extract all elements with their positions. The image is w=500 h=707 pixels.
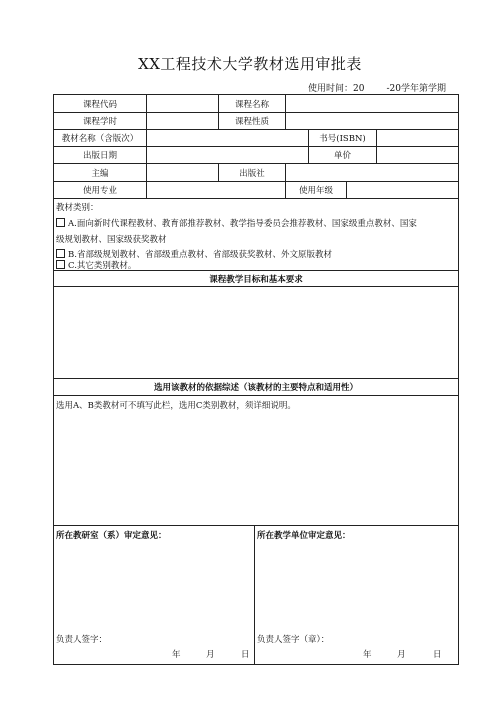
- price-field[interactable]: [377, 147, 458, 163]
- basis-field[interactable]: [54, 412, 458, 525]
- usage-time-suffix: -20: [386, 84, 401, 94]
- form-title: XX工程技术大学教材选用审批表: [138, 55, 362, 73]
- pub-date-field[interactable]: [147, 147, 308, 163]
- isbn-label: 书号(ISBN): [319, 134, 366, 144]
- category-option-c[interactable]: [56, 259, 136, 271]
- unit-opinion-label: 所在教学单位审定意见：: [257, 531, 351, 541]
- course-nature-field[interactable]: [286, 113, 458, 129]
- course-code-field[interactable]: [147, 95, 218, 112]
- grade-label: 使用年级: [298, 186, 333, 196]
- unit-date-month: 月: [397, 650, 406, 660]
- usage-time: [308, 81, 446, 94]
- dept-date-year: 年: [172, 650, 181, 660]
- editor-field[interactable]: [147, 164, 218, 181]
- major-field[interactable]: [147, 182, 285, 198]
- goals-header: 课程教学目标和基本要求: [209, 274, 303, 285]
- course-name-field[interactable]: [286, 95, 458, 112]
- course-name-label: 课程名称: [234, 99, 269, 110]
- goals-field[interactable]: [54, 287, 458, 378]
- textbook-name-label: 教材名称（含版次）: [61, 134, 139, 144]
- category-option-a[interactable]: [56, 217, 417, 229]
- pub-date-label: 出版日期: [82, 151, 117, 161]
- textbook-name-field[interactable]: [147, 130, 308, 146]
- grade-field[interactable]: [347, 182, 458, 198]
- usage-time-prefix: 使用时间：20: [308, 84, 365, 94]
- category-option-a-cont: 级规划教材、国家级获奖教材: [56, 235, 167, 245]
- category-option-b-text: B.省部级规划教材、省部级重点教材、省部级获奖教材、外文原版教材: [68, 250, 332, 260]
- category-label: 教材类别：: [56, 203, 99, 213]
- usage-time-term: 学年第学期: [400, 84, 446, 94]
- dept-date-month: 月: [206, 650, 215, 660]
- course-code-label: 课程代码: [82, 99, 117, 110]
- basis-note: 选用A、B类教材可不填写此栏，选用C类别教材，须详细说明。: [56, 401, 296, 411]
- course-nature-label: 课程性质: [234, 117, 269, 127]
- unit-date-year: 年: [363, 650, 372, 660]
- dept-opinion-label: 所在教研室（系）审定意见：: [56, 531, 167, 541]
- course-hours-field[interactable]: [147, 113, 218, 129]
- major-label: 使用专业: [82, 186, 117, 196]
- isbn-field[interactable]: [377, 130, 458, 146]
- course-hours-label: 课程学时: [82, 117, 117, 127]
- price-label: 单价: [333, 151, 351, 161]
- unit-sign-label: 负责人签字（章）：: [257, 635, 330, 645]
- checkbox-a[interactable]: [56, 218, 65, 227]
- editor-label: 主编: [91, 168, 109, 179]
- publisher-field[interactable]: [286, 164, 458, 181]
- unit-date-day: 日: [433, 650, 442, 660]
- category-option-a-text: A.面向新时代课程教材、教育部推荐教材、教学指导委员会推荐教材、国家级重点教材、国家: [68, 219, 417, 229]
- dept-sign-label: 负责人签字：: [56, 635, 108, 645]
- basis-header: 选用该教材的依据综述（该教材的主要特点和适用性）: [153, 383, 358, 393]
- category-option-c-text: C.其它类别教材。: [68, 261, 137, 271]
- checkbox-c[interactable]: [56, 260, 65, 269]
- dept-date-day: 日: [241, 650, 250, 660]
- publisher-label: 出版社: [239, 168, 265, 179]
- checkbox-b[interactable]: [56, 249, 65, 258]
